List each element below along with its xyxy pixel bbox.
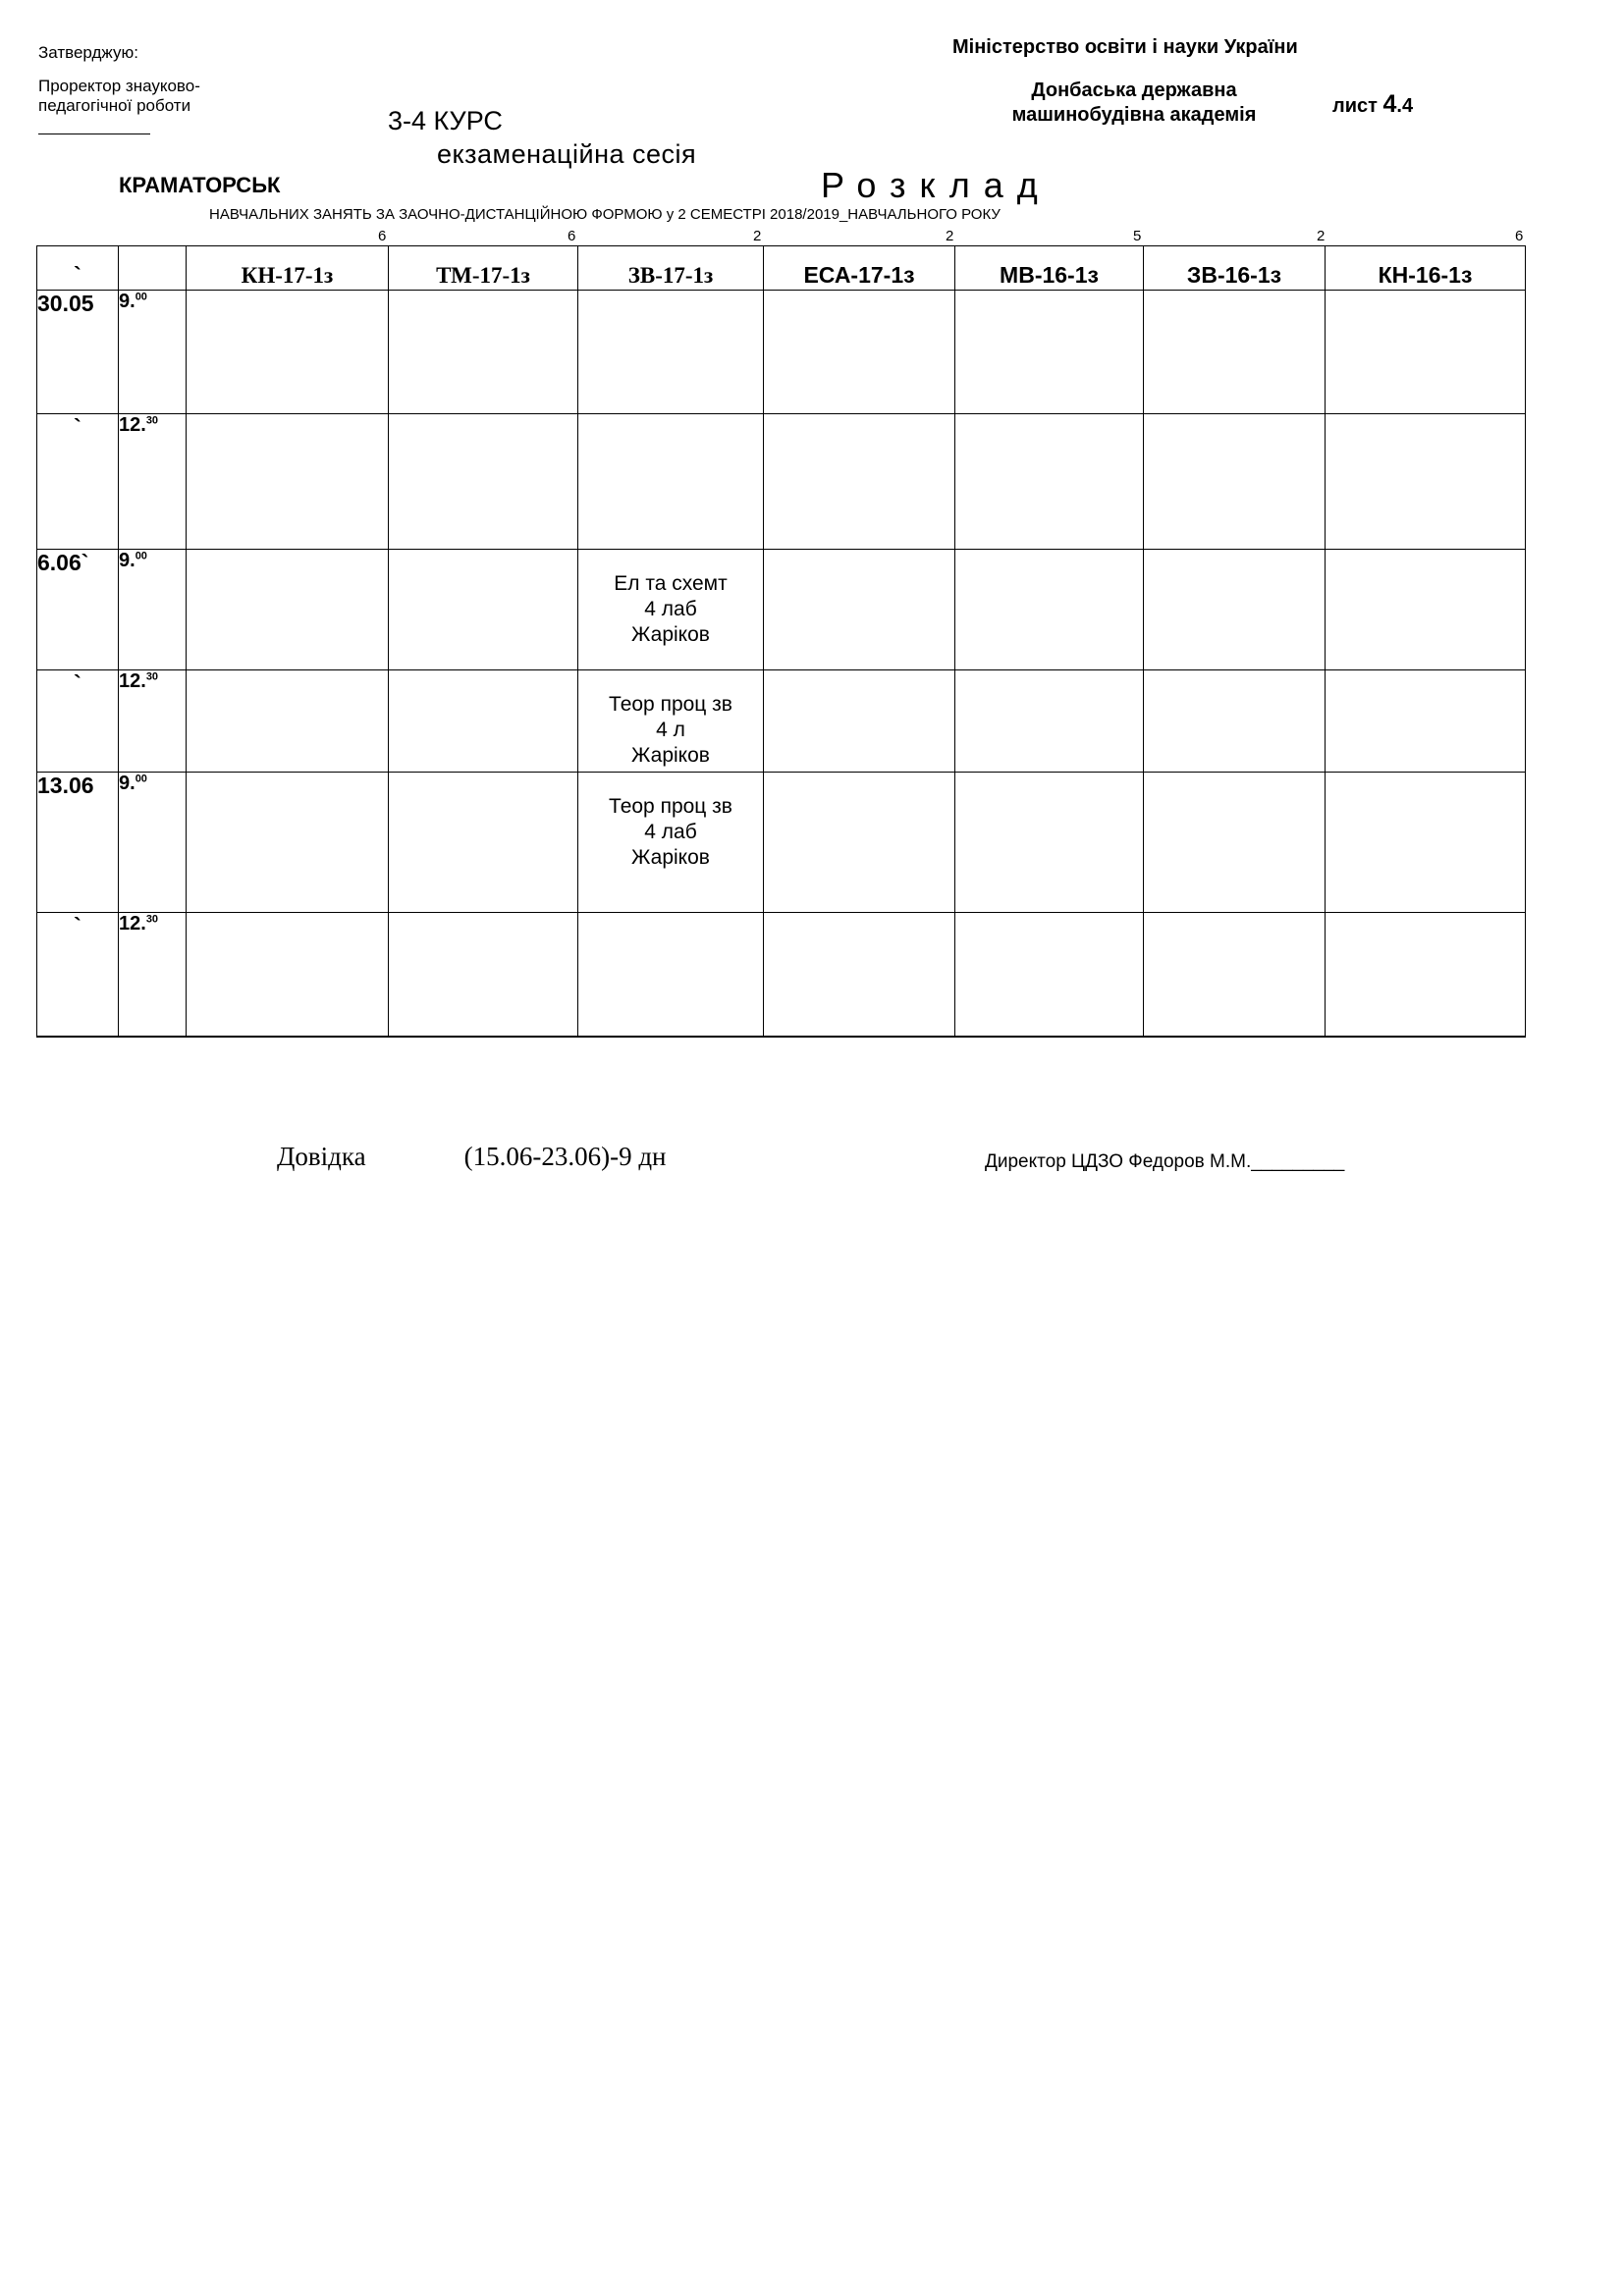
schedule-cell <box>187 913 389 1037</box>
schedule-cell <box>955 913 1144 1037</box>
time-cell <box>119 670 187 773</box>
schedule-cell <box>389 291 578 414</box>
date-cell: 6.06` <box>37 550 119 670</box>
class-entry <box>955 670 1143 692</box>
class-entry <box>1326 291 1525 312</box>
time-minutes: 00 <box>135 291 147 303</box>
class-entry: Теор проц зв 4 л Жаріков <box>609 693 732 767</box>
class-entry <box>955 291 1143 312</box>
class-entry <box>389 670 577 692</box>
time-minutes: 00 <box>135 550 147 562</box>
prorector-label: Проректор знауково-педагогічної роботи <box>38 77 200 115</box>
corner-cell: ` <box>37 246 119 291</box>
class-entry <box>1144 291 1325 312</box>
city-label: КРАМАТОРСЬК <box>119 173 281 197</box>
group-count: 2 <box>946 228 954 244</box>
schedule-cell <box>764 773 955 913</box>
schedule-cell <box>955 414 1144 550</box>
class-entry <box>187 670 388 692</box>
schedule-cell <box>1326 291 1526 414</box>
schedule-cell <box>1144 550 1326 670</box>
schedule-cell <box>187 773 389 913</box>
schedule-cell <box>578 670 764 773</box>
schedule-cell <box>1326 913 1526 1037</box>
date-cell: ` <box>37 414 119 550</box>
schedule-cell <box>1326 670 1526 773</box>
table-row <box>37 291 1526 414</box>
schedule-cell <box>389 773 578 913</box>
class-entry <box>1144 913 1325 934</box>
time-value: 9. <box>119 550 135 571</box>
class-entry <box>764 291 954 312</box>
schedule-cell <box>1144 913 1326 1037</box>
date-cell: 13.06 <box>37 773 119 913</box>
schedule-cell <box>955 773 1144 913</box>
schedule-cell <box>955 550 1144 670</box>
class-entry <box>955 414 1143 436</box>
class-entry <box>1326 550 1525 571</box>
schedule-cell <box>1144 291 1326 414</box>
group-header: ЕСА-17-1з <box>764 246 955 291</box>
time-value: 12. <box>119 414 146 436</box>
class-entry <box>187 550 388 571</box>
time-cell <box>119 550 187 670</box>
course-label: 3-4 КУРС <box>388 106 503 135</box>
time-cell <box>119 291 187 414</box>
schedule-cell <box>764 291 955 414</box>
schedule-cell <box>764 913 955 1037</box>
time-cell <box>119 913 187 1037</box>
date-cell: 30.05 <box>37 291 119 414</box>
class-entry <box>1326 913 1525 934</box>
table-row <box>37 773 1526 913</box>
schedule-cell <box>1144 670 1326 773</box>
class-entry <box>1326 670 1525 692</box>
schedule-cell <box>578 291 764 414</box>
page-subtitle: НАВЧАЛЬНИХ ЗАНЯТЬ ЗА ЗАОЧНО-ДИСТАНЦІЙНОЮ ФОРМОЮ у 2 СЕМЕСТРІ 2018/2019_НАВЧАЛЬНОГО РОКУ <box>209 206 1001 223</box>
signature-line <box>38 133 150 134</box>
schedule-cell <box>764 414 955 550</box>
class-entry <box>955 913 1143 934</box>
class-entry <box>578 291 763 312</box>
schedule-cell <box>578 913 764 1037</box>
schedule-cell <box>389 913 578 1037</box>
date-cell: ` <box>37 670 119 773</box>
class-entry <box>764 414 954 436</box>
sheet-number-main: 4 <box>1382 90 1397 118</box>
sheet-number <box>1332 90 1413 119</box>
group-count: 6 <box>568 228 576 244</box>
schedule-cell <box>764 550 955 670</box>
class-entry: Теор проц зв 4 лаб Жаріков <box>609 795 732 869</box>
schedule-cell <box>187 550 389 670</box>
class-entry <box>764 773 954 794</box>
schedule-cell <box>764 670 955 773</box>
ministry-name: Міністерство освіти і науки України <box>952 36 1298 58</box>
time-header <box>119 246 187 291</box>
page-title: Розклад <box>821 165 1052 205</box>
sheet-prefix: лист <box>1332 95 1383 117</box>
class-entry <box>955 550 1143 571</box>
time-minutes: 30 <box>145 670 159 683</box>
class-entry <box>578 414 763 436</box>
class-entry <box>764 670 954 692</box>
time-value: 12. <box>119 913 146 934</box>
reference-period: (15.06-23.06)-9 дн <box>463 1142 667 1171</box>
class-entry <box>1326 773 1525 794</box>
class-entry <box>1144 550 1325 571</box>
academy-name: Донбаська державна машинобудівна академія <box>1011 80 1257 126</box>
class-entry <box>578 913 763 934</box>
group-header: КН-17-1з <box>187 246 389 291</box>
schedule-cell <box>187 414 389 550</box>
group-count: 6 <box>378 228 387 244</box>
table-row <box>37 550 1526 670</box>
schedule-cell <box>578 773 764 913</box>
reference-note <box>277 1142 667 1172</box>
schedule-cell <box>955 291 1144 414</box>
schedule-table <box>36 245 1526 1038</box>
time-cell <box>119 414 187 550</box>
class-entry <box>764 550 954 571</box>
schedule-cell <box>1144 773 1326 913</box>
schedule-cell <box>1326 773 1526 913</box>
table-row <box>37 913 1526 1037</box>
time-value: 9. <box>119 291 135 312</box>
schedule-cell <box>389 550 578 670</box>
class-entry <box>1144 670 1325 692</box>
schedule-cell <box>389 670 578 773</box>
class-entry <box>389 414 577 436</box>
time-value: 12. <box>119 670 146 692</box>
schedule-cell <box>187 670 389 773</box>
class-entry <box>1144 773 1325 794</box>
class-entry <box>389 913 577 934</box>
schedule-cell <box>955 670 1144 773</box>
group-header: ЗВ-16-1з <box>1144 246 1326 291</box>
schedule-cell <box>187 291 389 414</box>
schedule-cell <box>578 550 764 670</box>
class-entry <box>764 913 954 934</box>
group-header: ЗВ-17-1з <box>578 246 764 291</box>
time-cell <box>119 773 187 913</box>
table-header-row <box>37 246 1526 291</box>
table-row <box>37 670 1526 773</box>
time-minutes: 00 <box>135 773 147 785</box>
group-count: 2 <box>753 228 762 244</box>
class-entry <box>1326 414 1525 436</box>
group-header: МВ-16-1з <box>955 246 1144 291</box>
date-cell: ` <box>37 913 119 1037</box>
schedule-cell <box>1326 414 1526 550</box>
time-value: 9. <box>119 773 135 794</box>
class-entry <box>187 913 388 934</box>
schedule-cell <box>1144 414 1326 550</box>
class-entry: Ел та схемт 4 лаб Жаріков <box>614 572 728 646</box>
schedule-cell <box>389 414 578 550</box>
class-entry <box>389 773 577 794</box>
reference-label: Довідка <box>277 1142 366 1171</box>
class-entry <box>187 414 388 436</box>
class-entry <box>187 291 388 312</box>
group-count: 5 <box>1133 228 1142 244</box>
table-row <box>37 414 1526 550</box>
class-entry <box>1144 414 1325 436</box>
class-entry <box>389 291 577 312</box>
time-minutes: 30 <box>145 913 159 926</box>
group-count: 2 <box>1317 228 1326 244</box>
schedule-cell <box>1326 550 1526 670</box>
group-header: ТМ-17-1з <box>389 246 578 291</box>
sheet-suffix: .4 <box>1396 95 1414 117</box>
approve-label: Затверджую: <box>38 43 138 62</box>
time-minutes: 30 <box>145 414 159 427</box>
director-signature: Директор ЦДЗО Федоров М.М._________ <box>985 1151 1345 1172</box>
group-count: 6 <box>1515 228 1524 244</box>
class-entry <box>955 773 1143 794</box>
session-label: екзаменаційна сесія <box>437 139 697 169</box>
schedule-cell <box>578 414 764 550</box>
class-entry <box>389 550 577 571</box>
group-header: КН-16-1з <box>1326 246 1526 291</box>
class-entry <box>187 773 388 794</box>
